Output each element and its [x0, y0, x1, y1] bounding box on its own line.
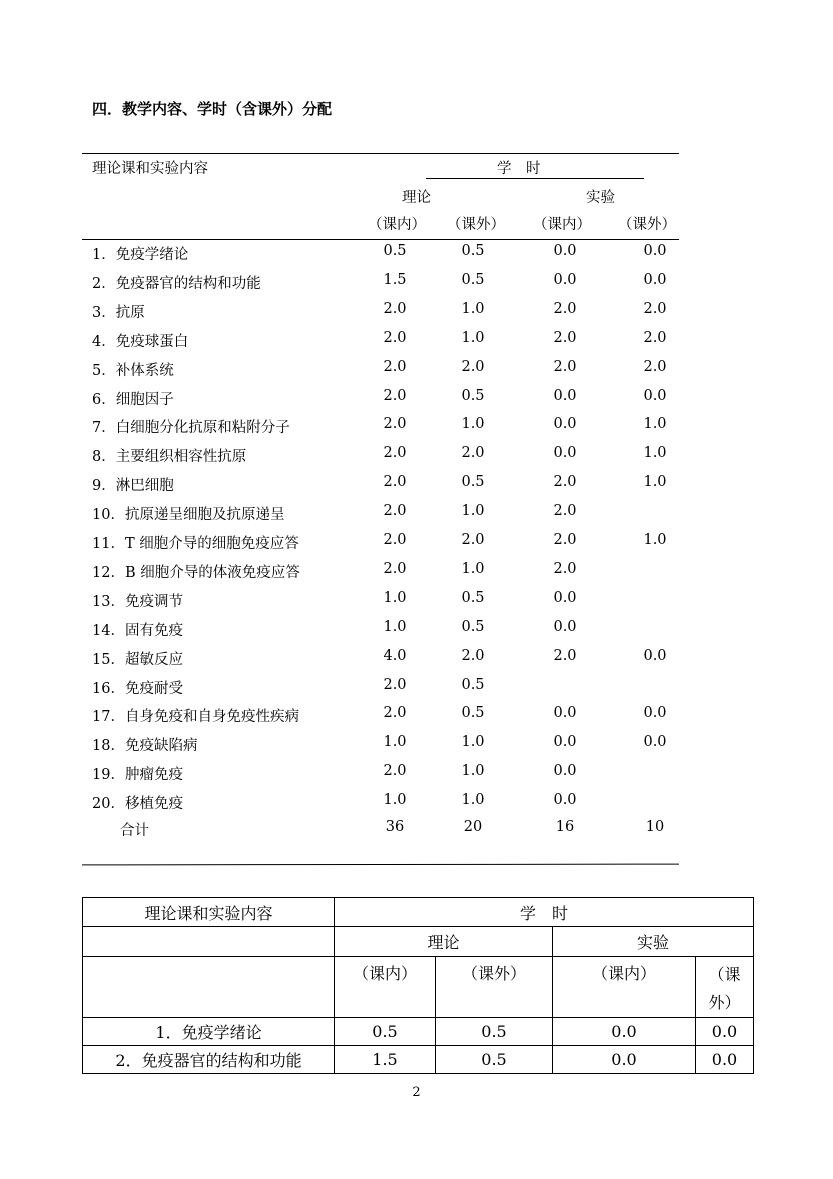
lab-in-cell: 0.0	[553, 734, 577, 750]
theory-out-cell: 0.5	[461, 272, 485, 288]
lab-out-cell: 1.0	[643, 532, 667, 548]
theory-out-cell: 0.5	[461, 474, 485, 490]
theory-in-cell: 2.0	[383, 330, 407, 346]
lab-in-cell: 0.0	[553, 705, 577, 721]
lab-in-cell: 0.0	[553, 619, 577, 635]
row-name: 10．抗原递呈细胞及抗原递呈	[92, 507, 285, 523]
theory-in-cell: 2.0	[383, 763, 407, 779]
total-lab-in: 16	[555, 819, 575, 835]
lab-in-header: （课内）	[553, 957, 696, 1018]
row-name: 17．自身免疫和自身免疫性疾病	[92, 709, 299, 725]
table-bottom-rule	[82, 864, 679, 866]
row-name: 18．免疫缺陷病	[92, 738, 198, 754]
theory-out-cell: 0.5	[461, 243, 485, 259]
theory-in-cell: 2.0	[383, 705, 407, 721]
content-column-header: 理论课和实验内容	[92, 161, 208, 177]
lab-out-cell: 1.0	[643, 474, 667, 490]
lab-in-cell: 2.0	[553, 648, 577, 664]
hours-underline	[426, 178, 644, 179]
theory-out-cell: 1.0	[461, 301, 485, 317]
theory-out-cell: 0.5	[436, 1018, 553, 1046]
theory-out-cell: 0.5	[461, 619, 485, 635]
table-row	[83, 1018, 754, 1046]
lab-out-cell: 1.0	[643, 416, 667, 432]
theory-header: 理论	[335, 927, 553, 957]
header-bottom-rule	[82, 239, 679, 240]
lab-in-cell: 2.0	[553, 503, 577, 519]
theory-header: 理论	[402, 190, 431, 206]
lab-out-cell: 0.0	[696, 1046, 754, 1074]
lab-out-cell: 2.0	[643, 330, 667, 346]
theory-in-cell: 2.0	[383, 301, 407, 317]
theory-in-cell: 2.0	[383, 445, 407, 461]
row-name: 9．淋巴细胞	[92, 478, 174, 494]
lab-in-cell: 0.0	[553, 416, 577, 432]
theory-in-header: （课内）	[368, 217, 426, 233]
theory-out-cell: 1.0	[461, 416, 485, 432]
lab-out-cell: 0.0	[643, 705, 667, 721]
theory-in-cell: 1.5	[383, 272, 407, 288]
row-name: 13．免疫调节	[92, 594, 183, 610]
lab-out-header: （课外）	[618, 217, 676, 233]
table-top-rule	[82, 153, 679, 154]
theory-out-cell: 1.0	[461, 734, 485, 750]
theory-in-cell: 1.0	[383, 792, 407, 808]
theory-in-cell: 0.5	[383, 243, 407, 259]
total-lab-out: 10	[645, 819, 665, 835]
theory-in-cell: 0.5	[335, 1018, 436, 1046]
lab-in-cell: 2.0	[553, 301, 577, 317]
theory-out-cell: 1.0	[461, 503, 485, 519]
total-label: 合计	[120, 823, 149, 839]
page-number: 2	[412, 1085, 421, 1100]
theory-out-header: （课外）	[447, 217, 505, 233]
theory-in-cell: 2.0	[383, 561, 407, 577]
lab-in-cell: 2.0	[553, 561, 577, 577]
lab-out-cell: 0.0	[643, 734, 667, 750]
hours-table-bordered	[82, 897, 754, 1074]
lab-out-cell: 2.0	[643, 301, 667, 317]
lab-out-cell: 0.0	[696, 1018, 754, 1046]
theory-in-cell: 2.0	[383, 474, 407, 490]
row-name: 2．免疫器官的结构和功能	[92, 276, 261, 292]
theory-in-cell: 1.5	[335, 1046, 436, 1074]
lab-header: 实验	[553, 927, 754, 957]
theory-out-cell: 1.0	[461, 561, 485, 577]
theory-out-cell: 0.5	[461, 677, 485, 693]
lab-in-cell: 2.0	[553, 532, 577, 548]
lab-out-header	[696, 957, 754, 1018]
row-name: 20．移植免疫	[92, 796, 183, 812]
row-name: 12．B 细胞介导的体液免疫应答	[92, 565, 300, 581]
row-name: 11．T 细胞介导的细胞免疫应答	[92, 536, 299, 552]
lab-in-cell: 0.0	[553, 792, 577, 808]
row-name: 5．补体系统	[92, 363, 174, 379]
theory-out-cell: 1.0	[461, 330, 485, 346]
lab-in-cell: 2.0	[553, 474, 577, 490]
lab-out-line1: （课	[708, 965, 741, 984]
theory-in-cell: 2.0	[383, 532, 407, 548]
lab-in-cell: 0.0	[553, 243, 577, 259]
theory-in-cell: 2.0	[383, 359, 407, 375]
empty-cell	[83, 927, 335, 957]
row-name: 16．免疫耐受	[92, 681, 183, 697]
theory-out-cell: 1.0	[461, 763, 485, 779]
lab-in-cell: 2.0	[553, 330, 577, 346]
row-name: 15．超敏反应	[92, 652, 183, 668]
row-name: 8．主要组织相容性抗原	[92, 449, 247, 465]
theory-out-cell: 2.0	[461, 648, 485, 664]
lab-in-cell: 0.0	[553, 1046, 696, 1074]
theory-in-cell: 2.0	[383, 503, 407, 519]
lab-in-cell: 0.0	[553, 1018, 696, 1046]
theory-in-cell: 1.0	[383, 619, 407, 635]
hours-header: 学 时	[335, 898, 754, 927]
row-name: 3．抗原	[92, 305, 145, 321]
theory-out-cell: 2.0	[461, 359, 485, 375]
total-theory-out: 20	[463, 819, 483, 835]
theory-out-cell: 0.5	[461, 590, 485, 606]
lab-out-cell: 0.0	[643, 243, 667, 259]
row-name: 7．白细胞分化抗原和粘附分子	[92, 420, 290, 436]
theory-out-cell: 1.0	[461, 792, 485, 808]
row-name: 19．肿瘤免疫	[92, 767, 183, 783]
theory-out-cell: 2.0	[461, 532, 485, 548]
lab-in-cell: 0.0	[553, 445, 577, 461]
section-heading: 四．教学内容、学时（含课外）分配	[92, 100, 333, 118]
total-theory-in: 36	[385, 819, 405, 835]
empty-cell	[83, 957, 335, 1018]
row-name: 1．免疫学绪论	[92, 247, 189, 263]
theory-in-cell: 2.0	[383, 388, 407, 404]
row-name: 6．细胞因子	[92, 392, 174, 408]
content-column-header: 理论课和实验内容	[83, 898, 335, 927]
lab-in-header: （课内）	[533, 217, 591, 233]
theory-out-cell: 0.5	[436, 1046, 553, 1074]
theory-out-cell: 0.5	[461, 388, 485, 404]
lab-in-cell: 0.0	[553, 272, 577, 288]
theory-in-header: （课内）	[335, 957, 436, 1018]
row-name: 2．免疫器官的结构和功能	[83, 1046, 335, 1074]
theory-out-cell: 2.0	[461, 445, 485, 461]
theory-in-cell: 1.0	[383, 734, 407, 750]
lab-out-cell: 1.0	[643, 445, 667, 461]
row-name: 4．免疫球蛋白	[92, 334, 189, 350]
table-row	[83, 1046, 754, 1074]
theory-in-cell: 1.0	[383, 590, 407, 606]
lab-in-cell: 0.0	[553, 388, 577, 404]
lab-out-cell: 0.0	[643, 648, 667, 664]
lab-out-cell: 0.0	[643, 272, 667, 288]
theory-in-cell: 2.0	[383, 416, 407, 432]
lab-header: 实验	[586, 190, 615, 206]
lab-out-cell: 2.0	[643, 359, 667, 375]
theory-in-cell: 4.0	[383, 648, 407, 664]
row-name: 1．免疫学绪论	[83, 1018, 335, 1046]
theory-in-cell: 2.0	[383, 677, 407, 693]
lab-out-cell: 0.0	[643, 388, 667, 404]
lab-in-cell: 0.0	[553, 590, 577, 606]
lab-in-cell: 2.0	[553, 359, 577, 375]
lab-out-line2: 外）	[708, 993, 741, 1012]
theory-out-header: （课外）	[436, 957, 553, 1018]
row-name: 14．固有免疫	[92, 623, 183, 639]
lab-in-cell: 0.0	[553, 763, 577, 779]
hours-header: 学 时	[497, 161, 541, 177]
theory-out-cell: 0.5	[461, 705, 485, 721]
